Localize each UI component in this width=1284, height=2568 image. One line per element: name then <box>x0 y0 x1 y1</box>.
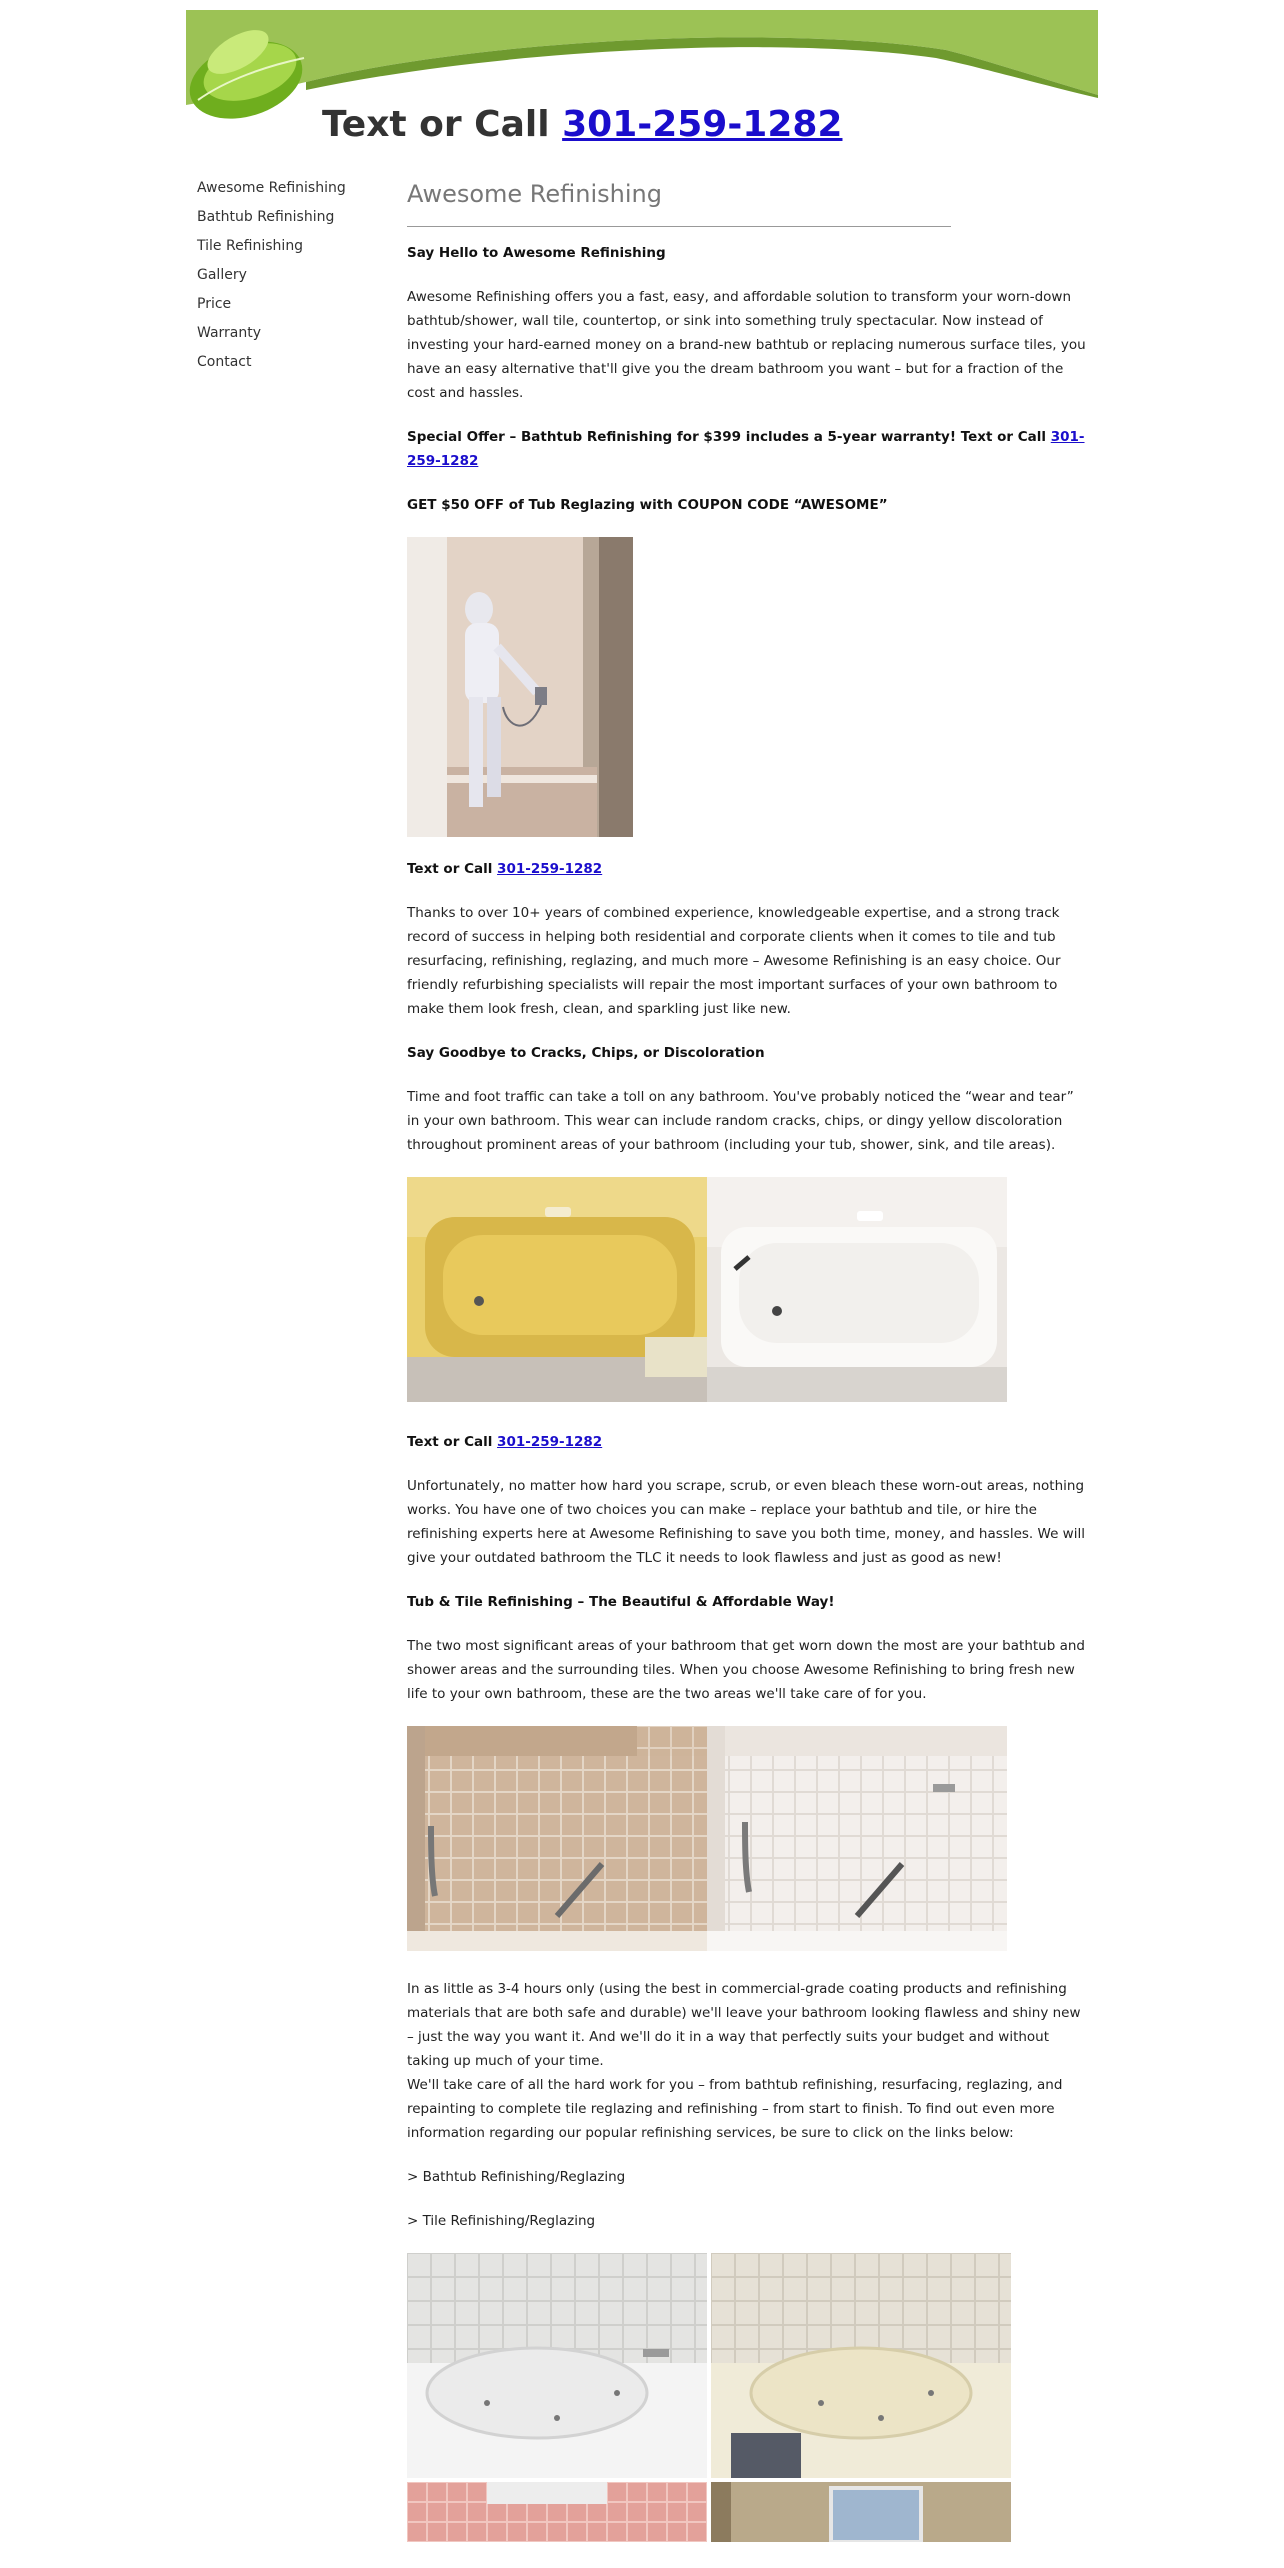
text-or-call-1 <box>407 857 1087 881</box>
unfortunately-paragraph: Unfortunately, no matter how hard you scrape, scrub, or even bleach these worn-out areas, nothing works. You have one of two choices you can make – replace your bathtub and tile, or hire the refinishing experts here at Awesome Refinishing to save you both time, money, and hassles. We will give your outdated bathroom the TLC it needs to look flawless and just as good as new! <box>407 1478 1085 1566</box>
sidebar-item-tile-refinishing[interactable] <box>197 232 387 261</box>
sidebar-link[interactable]: Warranty <box>197 325 262 341</box>
offer-text: Special Offer – Bathtub Refinishing for $399 includes a 5-year warranty! Text or Call <box>407 429 1051 445</box>
tile-before-after-photo <box>407 1726 1087 1951</box>
areas-paragraph: The two most significant areas of your bathroom that get worn down the most are your bathtub and shower areas and the surrounding tiles. When you choose Awesome Refinishing to bring fresh new life to your own bathroom, these are the two areas we'll take care of for you. <box>407 1638 1085 1702</box>
site-title <box>322 104 842 145</box>
hello-heading: Say Hello to Awesome Refinishing <box>407 245 666 261</box>
site-title-prefix: Text or Call <box>322 104 563 145</box>
cta2-text: Text or Call <box>407 1434 498 1450</box>
offer-phone-link[interactable]: 301-259-1282 <box>407 429 1085 469</box>
header-phone-link[interactable]: 301-259-1282 <box>562 104 843 145</box>
sidebar-nav <box>197 174 387 377</box>
bathtub-refinishing-link[interactable]: > Bathtub Refinishing/Reglazing <box>407 2169 626 2185</box>
white-tub-after-image <box>707 1177 1007 1402</box>
intro-paragraph: Awesome Refinishing offers you a fast, easy, and affordable solution to transform your worn-down bathtub/shower, wall tile, countertop, or sink into something truly spectacular. Now instead of investing your hard-earned money on a brand-new bathtub or replacing numerous surface tiles, you have an easy alternative that'll give you the dream bathroom you want – but for a fraction of the cost and hassles. <box>407 289 1086 401</box>
sidebar-link[interactable]: Tile Refinishing <box>197 238 304 254</box>
cta2-phone-link[interactable]: 301-259-1282 <box>497 1434 603 1450</box>
hard-work-paragraph: We'll take care of all the hard work for you – from bathtub refinishing, resurfacing, reglazing, and repainting to complete tile reglazing and refinishing – from start to finish. To find out even more information regarding our popular refinishing services, be sure to click on the links below: <box>407 2077 1063 2141</box>
sidebar-item-contact[interactable] <box>197 348 387 377</box>
tile-after-image <box>707 1726 1007 1951</box>
coupon-text: GET $50 OFF of Tub Reglazing with COUPON CODE “AWESOME” <box>407 497 888 513</box>
text-or-call-2 <box>407 1430 1087 1454</box>
page-title: Awesome Refinishing <box>407 180 662 208</box>
sidebar-item-bathtub-refinishing[interactable] <box>197 203 387 232</box>
cta-text: Text or Call <box>407 861 498 877</box>
main-content <box>407 176 1087 2542</box>
bathtub-link-line <box>407 2165 1087 2189</box>
cta-phone-link[interactable]: 301-259-1282 <box>497 861 603 877</box>
sidebar-link[interactable]: Price <box>197 296 232 312</box>
jacuzzi-tub-image-2 <box>711 2253 1011 2478</box>
window-bathroom-image <box>711 2482 1011 2542</box>
tub-before-after-photo <box>407 1177 1087 1402</box>
tub-tile-heading: Tub & Tile Refinishing – The Beautiful & Affordable Way! <box>407 1594 835 1610</box>
sidebar-item-warranty[interactable] <box>197 319 387 348</box>
sidebar-link[interactable]: Bathtub Refinishing <box>197 209 335 225</box>
more-gallery-photos <box>407 2482 1087 2542</box>
sidebar-link[interactable]: Gallery <box>197 267 247 283</box>
sidebar-item-price[interactable] <box>197 290 387 319</box>
sidebar-link[interactable]: Awesome Refinishing <box>197 180 346 196</box>
sidebar-link[interactable]: Contact <box>197 354 252 370</box>
tile-refinishing-link[interactable]: > Tile Refinishing/Reglazing <box>407 2213 596 2229</box>
jacuzzi-tub-image-1 <box>407 2253 707 2478</box>
tile-before-image <box>407 1726 707 1951</box>
tile-link-line <box>407 2209 1087 2233</box>
hours-paragraph: In as little as 3-4 hours only (using the best in commercial-grade coating products and refinishing materials that are both safe and durable) we'll leave your bathroom looking flawless and shiny new – just the way you want it. And we'll do it in a way that perfectly suits your budget and without taking up much of your time. <box>407 1981 1081 2069</box>
sidebar-item-gallery[interactable] <box>197 261 387 290</box>
sidebar-item-awesome-refinishing[interactable] <box>197 174 387 203</box>
technician-spraying-photo <box>407 537 633 837</box>
goodbye-heading: Say Goodbye to Cracks, Chips, or Discoloration <box>407 1045 765 1061</box>
wear-paragraph: Time and foot traffic can take a toll on any bathroom. You've probably noticed the “wear and tear” in your own bathroom. This wear can include random cracks, chips, or dingy yellow discoloration throughout prominent areas of your bathroom (including your tub, shower, sink, and tile areas). <box>407 1089 1074 1153</box>
special-offer <box>407 425 1087 473</box>
jacuzzi-before-after-photo <box>407 2253 1087 2478</box>
pink-tile-image <box>407 2482 707 2542</box>
title-divider <box>407 226 951 227</box>
experience-paragraph: Thanks to over 10+ years of combined experience, knowledgeable expertise, and a strong track record of success in helping both residential and corporate clients when it comes to tile and tub resurfacing, refinishing, reglazing, and much more – Awesome Refinishing is an easy choice. Our friendly refurbishing specialists will repair the most important surfaces of your own bathroom to make them look fresh, clean, and sparkling just like new. <box>407 905 1061 1017</box>
yellow-tub-before-image <box>407 1177 707 1402</box>
